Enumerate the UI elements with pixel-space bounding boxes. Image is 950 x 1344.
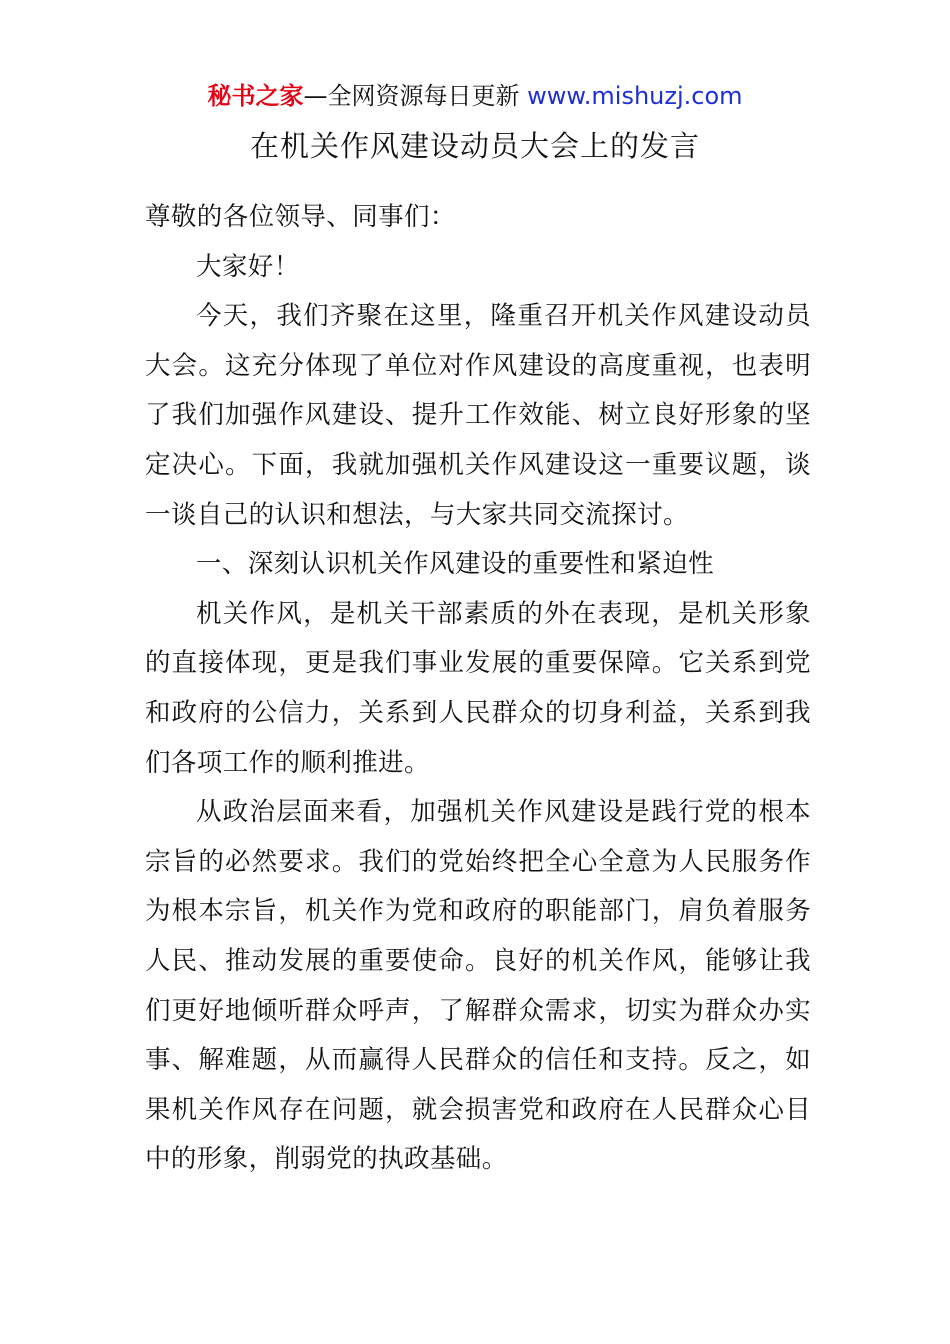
header-tagline: —全网资源每日更新	[303, 82, 528, 110]
paragraph-importance: 机关作风，是机关干部素质的外在表现，是机关形象的直接体现，更是我们事业发展的重要保障。它关系到党和政府的公信力，关系到人民群众的切身利益，关系到我们各项工作的顺利推进。	[145, 598, 811, 778]
site-url-link[interactable]: www.mishuzj.com	[527, 82, 743, 110]
paragraph-political: 从政治层面来看，加强机关作风建设是践行党的根本宗旨的必然要求。我们的党始终把全心全意为人民服务作为根本宗旨，机关作为党和政府的职能部门，肩负着服务人民、推动发展的重要使命。良好的机关作风，能够让我们更好地倾听群众呼声，了解群众需求，切实为群众办实事、解难题，从而赢得人民群众的信任和支持。反之，如果机关作风存在问题，就会损害党和政府在人民群众心目中的形象，削弱党的执政基础。	[145, 797, 811, 1175]
salutation: 尊敬的各位领导、同事们：	[145, 202, 456, 232]
document-title: 在机关作风建设动员大会上的发言	[249, 129, 700, 163]
brand-name: 秘书之家	[207, 82, 304, 110]
document-body	[145, 193, 811, 1185]
section-heading-1: 一、深刻认识机关作风建设的重要性和紧迫性	[196, 549, 715, 580]
site-header	[0, 80, 950, 112]
greeting: 大家好！	[196, 251, 300, 282]
paragraph-intro: 今天，我们齐聚在这里，隆重召开机关作风建设动员大会。这充分体现了单位对作风建设的高度重视，也表明了我们加强作风建设、提升工作效能、树立良好形象的坚定决心。下面，我就加强机关作风建设这一重要议题，谈一谈自己的认识和想法，与大家共同交流探讨。	[145, 301, 811, 530]
